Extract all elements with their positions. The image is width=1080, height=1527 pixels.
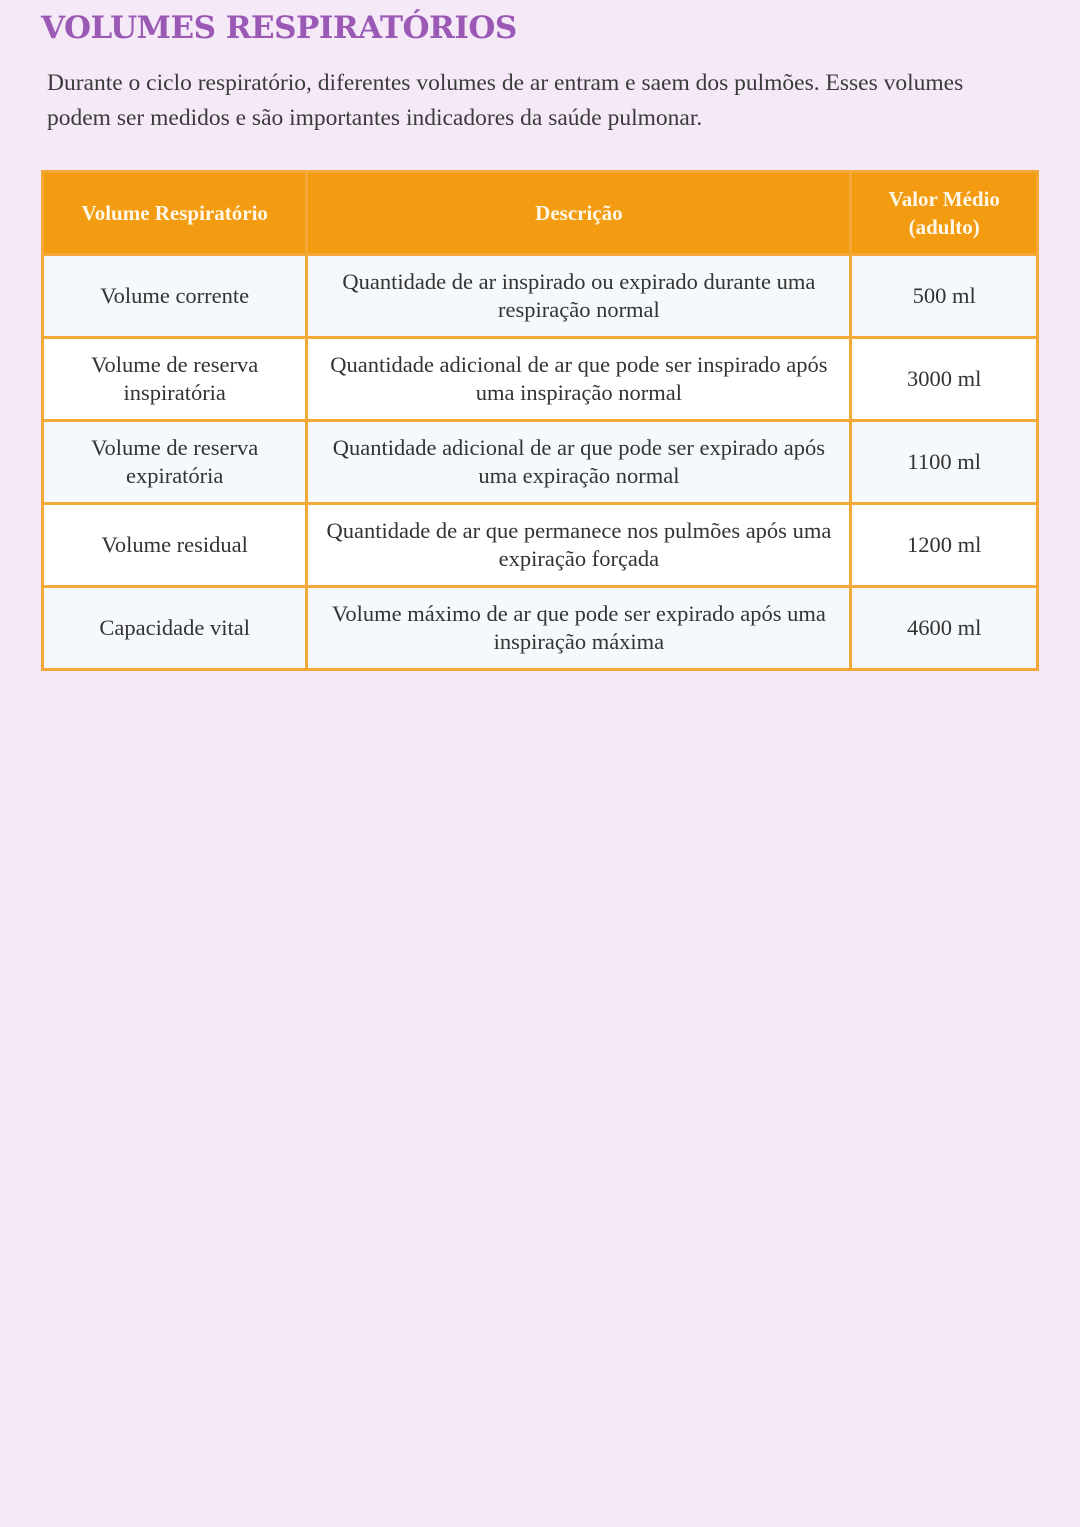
table-row — [43, 255, 1038, 338]
table-row — [43, 504, 1038, 587]
header-average-value-line1: Valor Médio — [888, 187, 1000, 211]
cell-description: Quantidade de ar que permanece nos pulmões após uma expiração forçada — [307, 504, 851, 587]
header-average-value-line2: (adulto) — [908, 215, 980, 239]
cell-description: Quantidade adicional de ar que pode ser inspirado após uma inspiração normal — [307, 338, 851, 421]
cell-volume: Volume residual — [43, 504, 307, 587]
header-row — [43, 172, 1038, 255]
cell-value: 1100 ml — [851, 421, 1038, 504]
page-title: VOLUMES RESPIRATÓRIOS — [41, 10, 517, 46]
cell-description: Quantidade de ar inspirado ou expirado durante uma respiração normal — [307, 255, 851, 338]
table-row — [43, 421, 1038, 504]
cell-description: Quantidade adicional de ar que pode ser expirado após uma expiração normal — [307, 421, 851, 504]
cell-value: 1200 ml — [851, 504, 1038, 587]
cell-value: 500 ml — [851, 255, 1038, 338]
cell-description: Volume máximo de ar que pode ser expirado após uma inspiração máxima — [307, 587, 851, 670]
table-body — [43, 255, 1038, 670]
intro-paragraph: Durante o ciclo respiratório, diferentes volumes de ar entram e saem dos pulmões. Esses volumes podem ser medidos e são importantes indicadores da saúde pulmonar. — [47, 70, 964, 131]
header-description: Descrição — [307, 172, 851, 255]
table-row — [43, 587, 1038, 670]
cell-value: 4600 ml — [851, 587, 1038, 670]
cell-volume: Volume de reserva expiratória — [43, 421, 307, 504]
header-volume: Volume Respiratório — [43, 172, 307, 255]
cell-volume: Volume de reserva inspiratória — [43, 338, 307, 421]
respiratory-volumes-table — [41, 170, 1039, 671]
cell-value: 3000 ml — [851, 338, 1038, 421]
table-header — [43, 172, 1038, 255]
header-average-value — [851, 172, 1038, 255]
table-row — [43, 338, 1038, 421]
cell-volume: Capacidade vital — [43, 587, 307, 670]
cell-volume: Volume corrente — [43, 255, 307, 338]
